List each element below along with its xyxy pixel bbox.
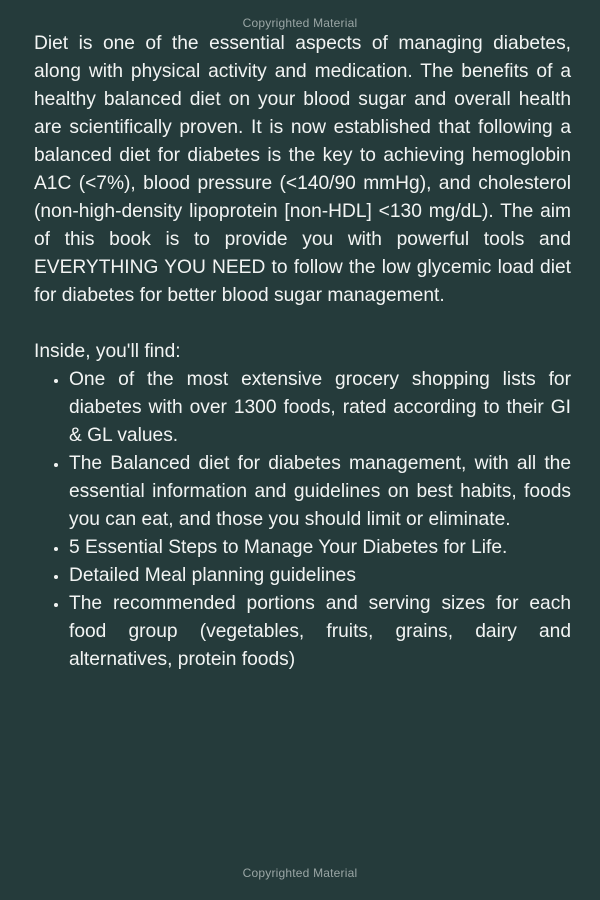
feature-item-essential-steps: • 5 Essential Steps to Manage Your Diabetes for Life.	[69, 534, 571, 562]
feature-item-meal-planning: • Detailed Meal planning guidelines	[69, 562, 571, 590]
copyright-watermark-top: Copyrighted Material	[242, 16, 358, 30]
feature-item-portions: • The recommended portions and serving sizes for each food group (vegetables, fruits, grains, dairy and alternatives, protein foods)	[69, 590, 571, 674]
feature-item-balanced-diet: • The Balanced diet for diabetes management, with all the essential information and guidelines on best habits, foods you can eat, and those you should limit or eliminate.	[69, 450, 571, 534]
feature-item-grocery-list: • One of the most extensive grocery shopping lists for diabetes with over 1300 foods, rated according to their GI & GL values.	[69, 366, 571, 450]
feature-list	[34, 366, 571, 674]
intro-paragraph: Diet is one of the essential aspects of managing diabetes, along with physical activity and medication. The benefits of a healthy balanced diet on your blood sugar and overall health are scientifically proven. It is now established that following a balanced diet for diabetes is the key to achieving hemoglobin A1C (<7%), blood pressure (<140/90 mmHg), and cholesterol (non-high-density lipoprotein [non-HDL] <130 mg/dL). The aim of this book is to provide you with powerful tools and EVERYTHING YOU NEED to follow the low glycemic load diet for diabetes for better blood sugar management.	[34, 33, 571, 306]
description-body	[34, 30, 571, 674]
copyright-watermark-bottom: Copyrighted Material	[242, 866, 358, 880]
inside-heading: Inside, you'll find:	[34, 341, 181, 362]
